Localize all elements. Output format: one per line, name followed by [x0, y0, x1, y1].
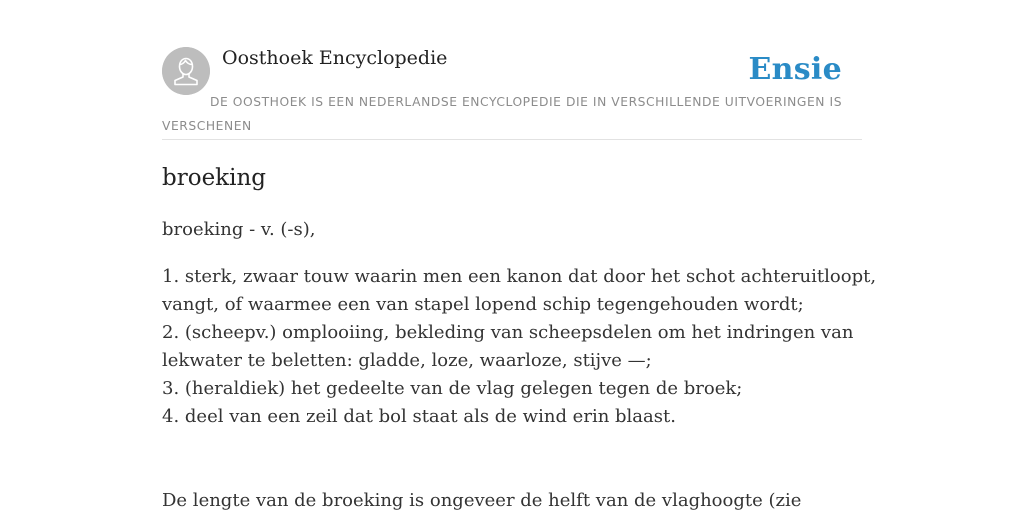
user-icon-graphic	[162, 47, 210, 95]
entry-senses	[162, 263, 877, 431]
entry-grammar: broeking - v. (-s),	[162, 219, 316, 240]
source-description: DE OOSTHOEK IS EEN NEDERLANDSE ENCYCLOPEDIE DIE IN VERSCHILLENDE UITVOERINGEN IS VERSCHENEN	[162, 95, 843, 133]
sense-3-line-1: 3. (heraldiek) het gedeelte van de vlag gelegen tegen de broek;	[162, 378, 743, 399]
sense-1-line-1: 1. sterk, zwaar touw waarin men een kanon dat door het schot achteruitloopt,	[162, 266, 877, 287]
sense-2-line-1: 2. (scheepv.) omplooiing, bekleding van scheepsdelen om het indringen van	[162, 322, 854, 343]
brand-logo[interactable]: Ensie	[748, 52, 842, 87]
entry-note: De lengte van de broeking is ongeveer de helft van de vlaghoogte (zie	[162, 490, 802, 511]
sense-4-line-1: 4. deel van een zeil dat bol staat als de wind erin blaast.	[162, 406, 676, 427]
user-icon[interactable]	[162, 47, 210, 95]
sense-2-line-2: lekwater te beletten: gladde, loze, waarloze, stijve —;	[162, 350, 652, 371]
article	[162, 0, 877, 512]
sense-1-line-2: vangt, of waarmee een van stapel lopend schip tegengehouden wordt;	[162, 294, 804, 315]
entry-content	[162, 216, 877, 431]
entry-headword: broeking	[162, 165, 267, 191]
header-divider	[162, 139, 862, 140]
source-name[interactable]: Oosthoek Encyclopedie	[222, 47, 448, 69]
